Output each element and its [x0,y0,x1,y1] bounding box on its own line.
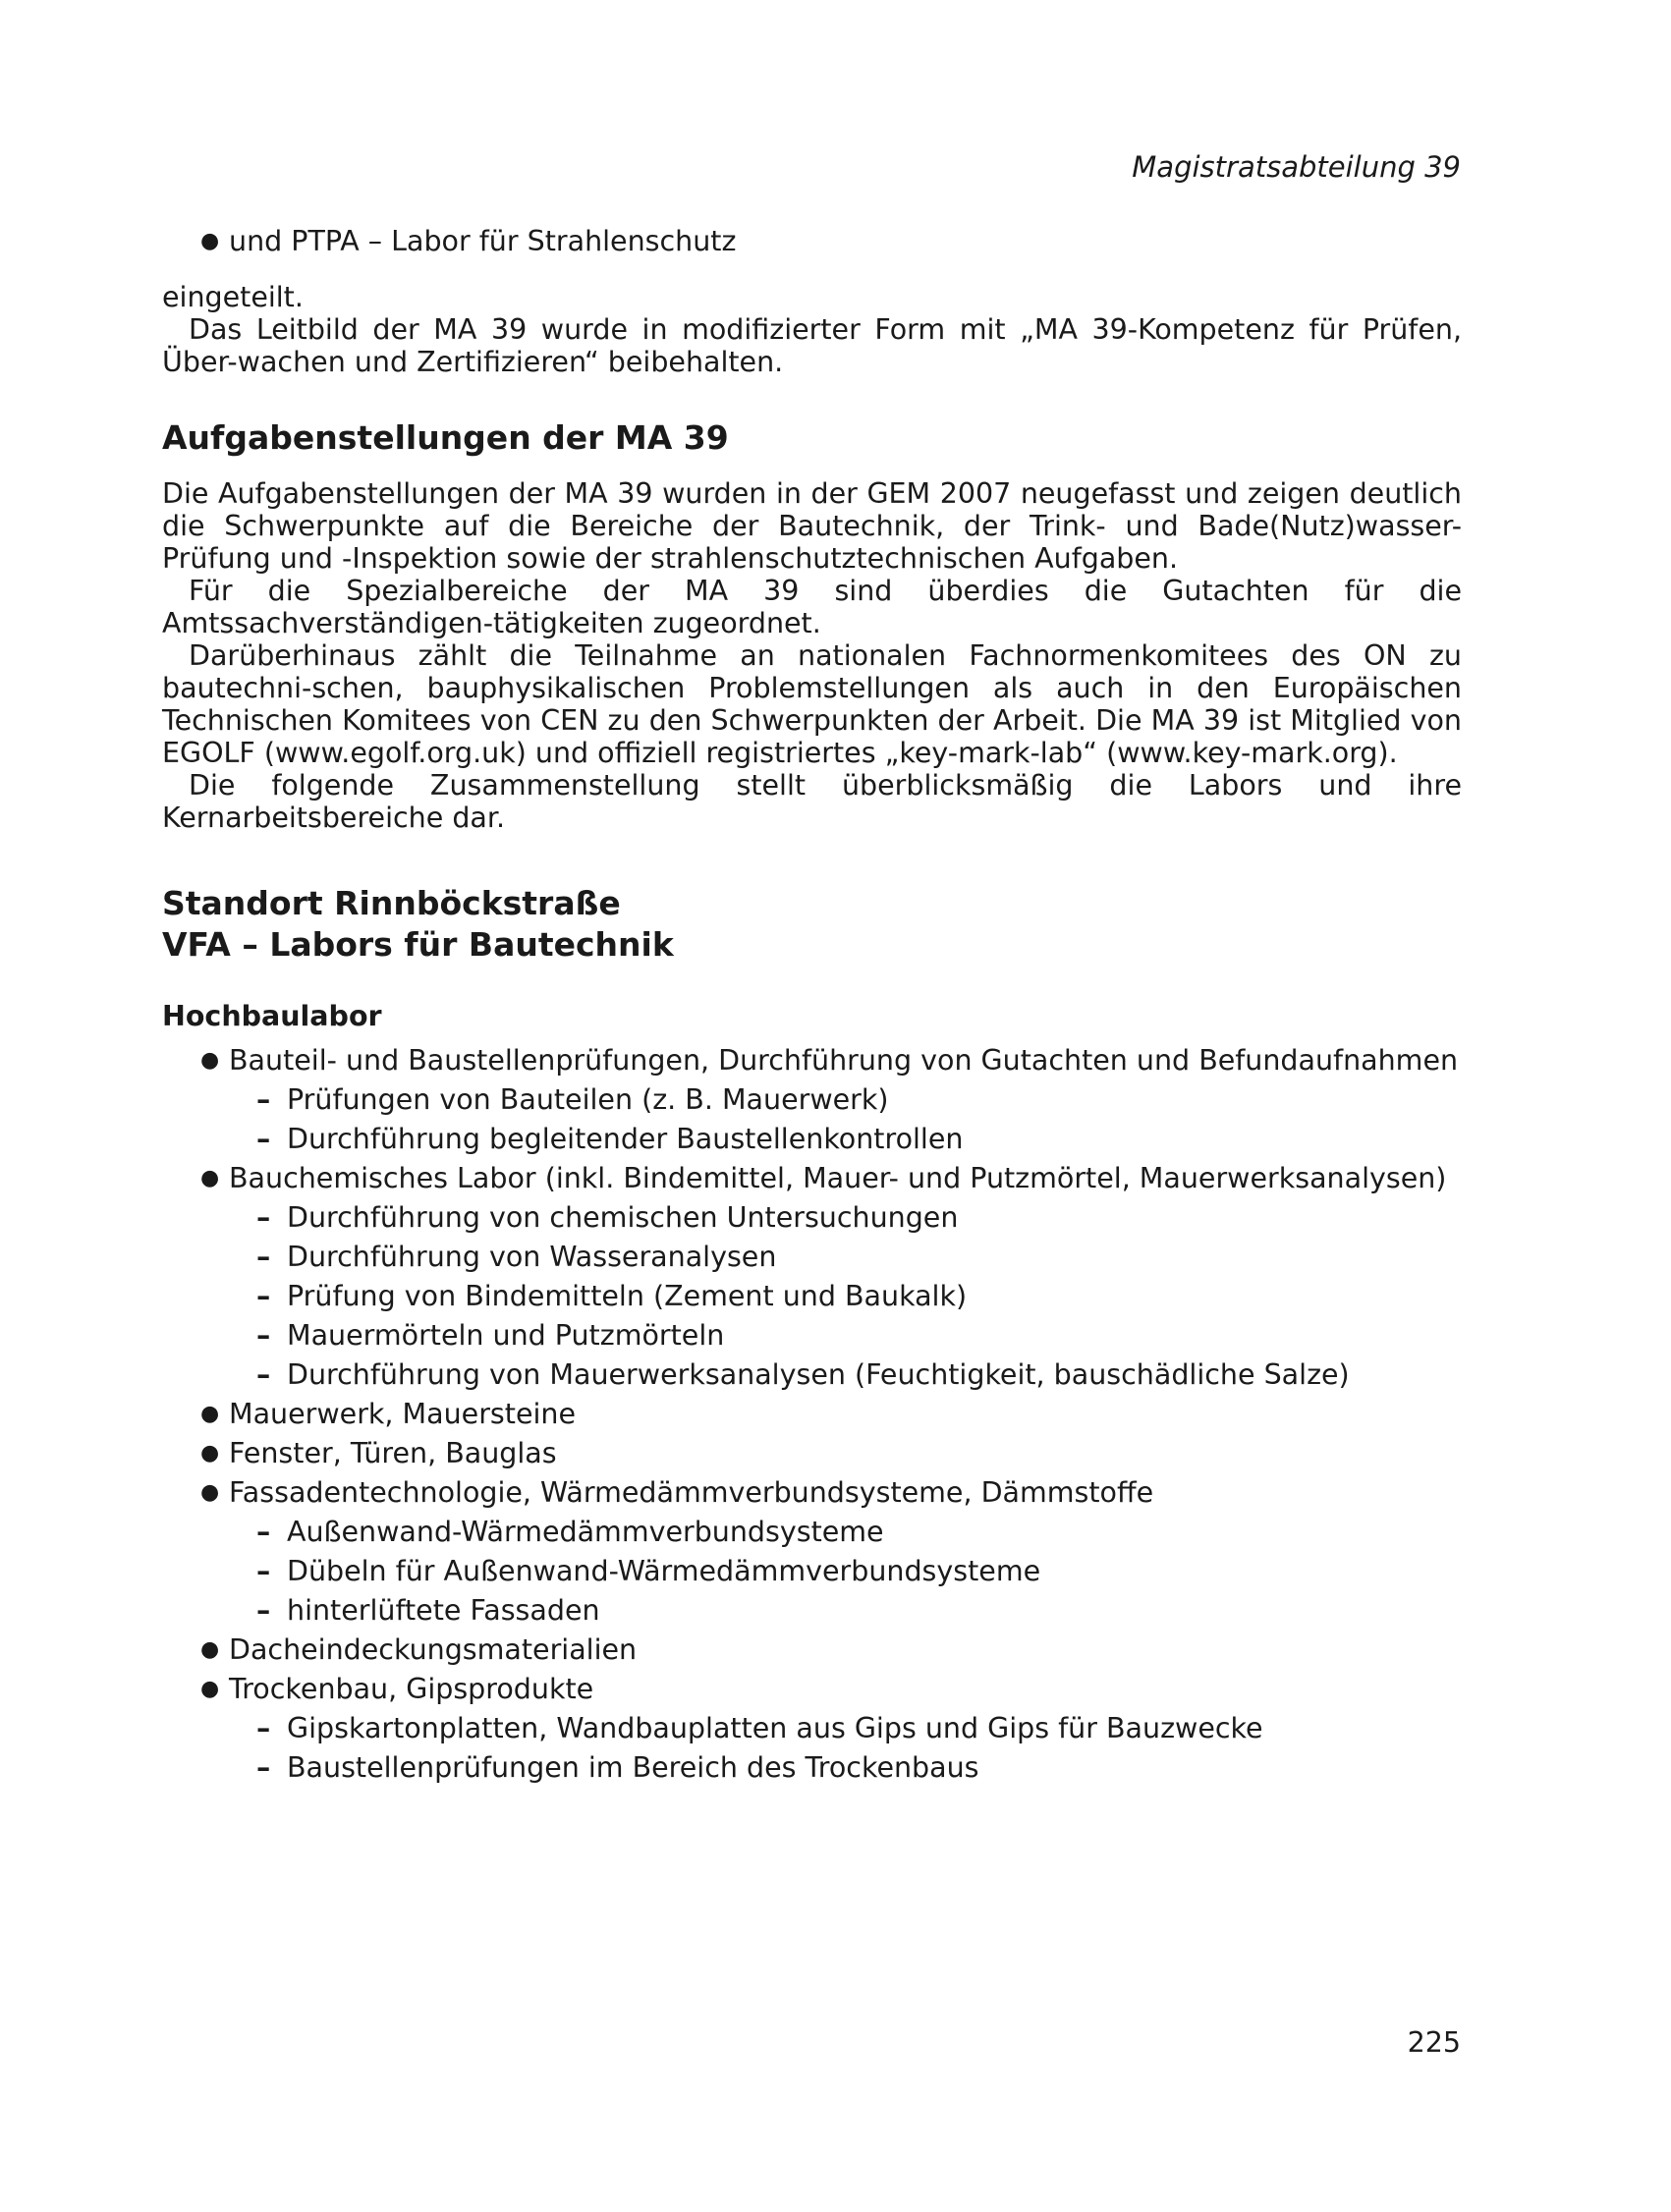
dash-icon: – [256,1555,271,1587]
section-heading: Aufgabenstellungen der MA 39 [162,418,729,457]
section-heading: Standort Rinnböckstraße [162,884,621,922]
sub-list-item [229,1355,1462,1395]
list-item [162,1473,1462,1631]
bullet-icon: ● [200,1677,220,1701]
list-item [162,1631,1462,1670]
list-item-text: Dacheindeckungsmaterialien [229,1633,638,1666]
list-item [162,1434,1462,1473]
sub-list-item-text: Baustellenprüfungen im Bereich des Trockenbaus [287,1751,979,1784]
section-heading: VFA – Labors für Bautechnik [162,925,674,964]
dash-icon: – [256,1712,271,1744]
dash-icon: – [256,1241,271,1273]
bullet-icon: ● [200,1441,220,1465]
list-item [162,222,1462,261]
bullet-icon: ● [200,1048,220,1073]
dash-icon: – [256,1594,271,1627]
list-item-text: Bauchemisches Labor (inkl. Bindemittel, Mauer- und Putzmörtel, Mauerwerksanalysen) [229,1162,1447,1194]
sub-list-item [229,1552,1462,1591]
bullet-icon: ● [200,1637,220,1662]
sub-list-item-text: Dübeln für Außenwand-Wärmedämmverbundsysteme [287,1555,1041,1587]
sub-list-item-text: Gipskartonplatten, Wandbauplatten aus Gips und Gips für Bauzwecke [287,1712,1263,1744]
sub-list [229,1513,1462,1631]
dash-icon: – [256,1319,271,1352]
running-header: Magistratsabteilung 39 [1132,150,1461,184]
list-item-text: und PTPA – Labor für Strahlenschutz [229,225,737,257]
list-item-text: Fenster, Türen, Bauglas [229,1437,557,1469]
list-item [162,1041,1462,1159]
page-number: 225 [1407,2026,1461,2059]
sub-list [229,1080,1462,1159]
sub-list-item [229,1709,1462,1748]
carryover-list [162,222,1462,261]
sub-list-item [229,1316,1462,1355]
bullet-icon: ● [200,1402,220,1426]
dash-icon: – [256,1201,271,1234]
sub-list-item-text: Mauermörteln und Putzmörteln [287,1319,725,1352]
sub-list-item [229,1513,1462,1552]
dash-icon: – [256,1751,271,1784]
list-item-text: Mauerwerk, Mauersteine [229,1398,576,1430]
sub-list [229,1709,1462,1788]
sub-list-item-text: Durchführung von chemischen Untersuchungen [287,1201,959,1234]
sub-list-item [229,1198,1462,1238]
bullet-icon: ● [200,1480,220,1505]
dash-icon: – [256,1280,271,1312]
dash-icon: – [256,1358,271,1391]
sub-list-item [229,1080,1462,1120]
sub-list-item [229,1591,1462,1631]
sub-list-item-text: Prüfung von Bindemitteln (Zement und Baukalk) [287,1280,968,1312]
paragraph: Die folgende Zusammenstellung stellt überblicksmäßig die Labors und ihre Kernarbeitsbereiche dar. [162,769,1462,834]
sub-list [229,1198,1462,1395]
list-item [162,1670,1462,1788]
dash-icon: – [256,1083,271,1116]
paragraph: Darüberhinaus zählt die Teilnahme an nationalen Fachnormenkomitees des ON zu bautechni-schen, bauphysikalischen Problemstellungen als auch in den Europäischen Technischen Komitees von CEN zu den Schwerpunkten der Arbeit. Die MA 39 ist Mitglied von EGOLF (www.egolf.org.uk) und offiziell registriertes „key-mark-lab“ (www.key-mark.org). [162,639,1462,769]
paragraph: Für die Spezialbereiche der MA 39 sind überdies die Gutachten für die Amtssachverständigen-tätigkeiten zugeordnet. [162,575,1462,639]
list-item [162,1395,1462,1434]
subsection-heading: Hochbaulabor [162,1000,382,1032]
sub-list-item-text: Durchführung von Wasseranalysen [287,1241,777,1273]
sub-list-item [229,1238,1462,1277]
sub-list-item-text: Durchführung begleitender Baustellenkontrollen [287,1123,964,1155]
sub-list-item-text: Prüfungen von Bauteilen (z. B. Mauerwerk) [287,1083,889,1116]
paragraph: eingeteilt. [162,281,304,313]
paragraph: Die Aufgabenstellungen der MA 39 wurden in der GEM 2007 neugefasst und zeigen deutlich die Schwerpunkte auf die Bereiche der Bautechnik, der Trink- und Bade(Nutz)wasser-Prüfung und -Inspektion sowie der strahlenschutztechnischen Aufgaben. [162,477,1462,575]
paragraph: Das Leitbild der MA 39 wurde in modifizierter Form mit „MA 39-Kompetenz für Prüfen, Über-wachen und Zertifizieren“ beibehalten. [162,313,1462,378]
list-item-text: Bauteil- und Baustellenprüfungen, Durchführung von Gutachten und Befundaufnahmen [229,1044,1459,1077]
bullet-icon: ● [200,1166,220,1190]
sub-list-item [229,1277,1462,1316]
dash-icon: – [256,1123,271,1155]
page-content [162,222,1462,1788]
list-item-text: Fassadentechnologie, Wärmedämmverbundsysteme, Dämmstoffe [229,1476,1154,1509]
list-item-text: Trockenbau, Gipsprodukte [229,1673,594,1705]
sub-list-item-text: Durchführung von Mauerwerksanalysen (Feuchtigkeit, bauschädliche Salze) [287,1358,1350,1391]
sub-list-item [229,1748,1462,1788]
sub-list-item-text: Außenwand-Wärmedämmverbundsysteme [287,1516,884,1548]
sub-list-item [229,1120,1462,1159]
list-item [162,1159,1462,1395]
bullet-icon: ● [200,229,220,253]
sub-list-item-text: hinterlüftete Fassaden [287,1594,600,1627]
dash-icon: – [256,1516,271,1548]
lab-area-list [162,1041,1462,1788]
